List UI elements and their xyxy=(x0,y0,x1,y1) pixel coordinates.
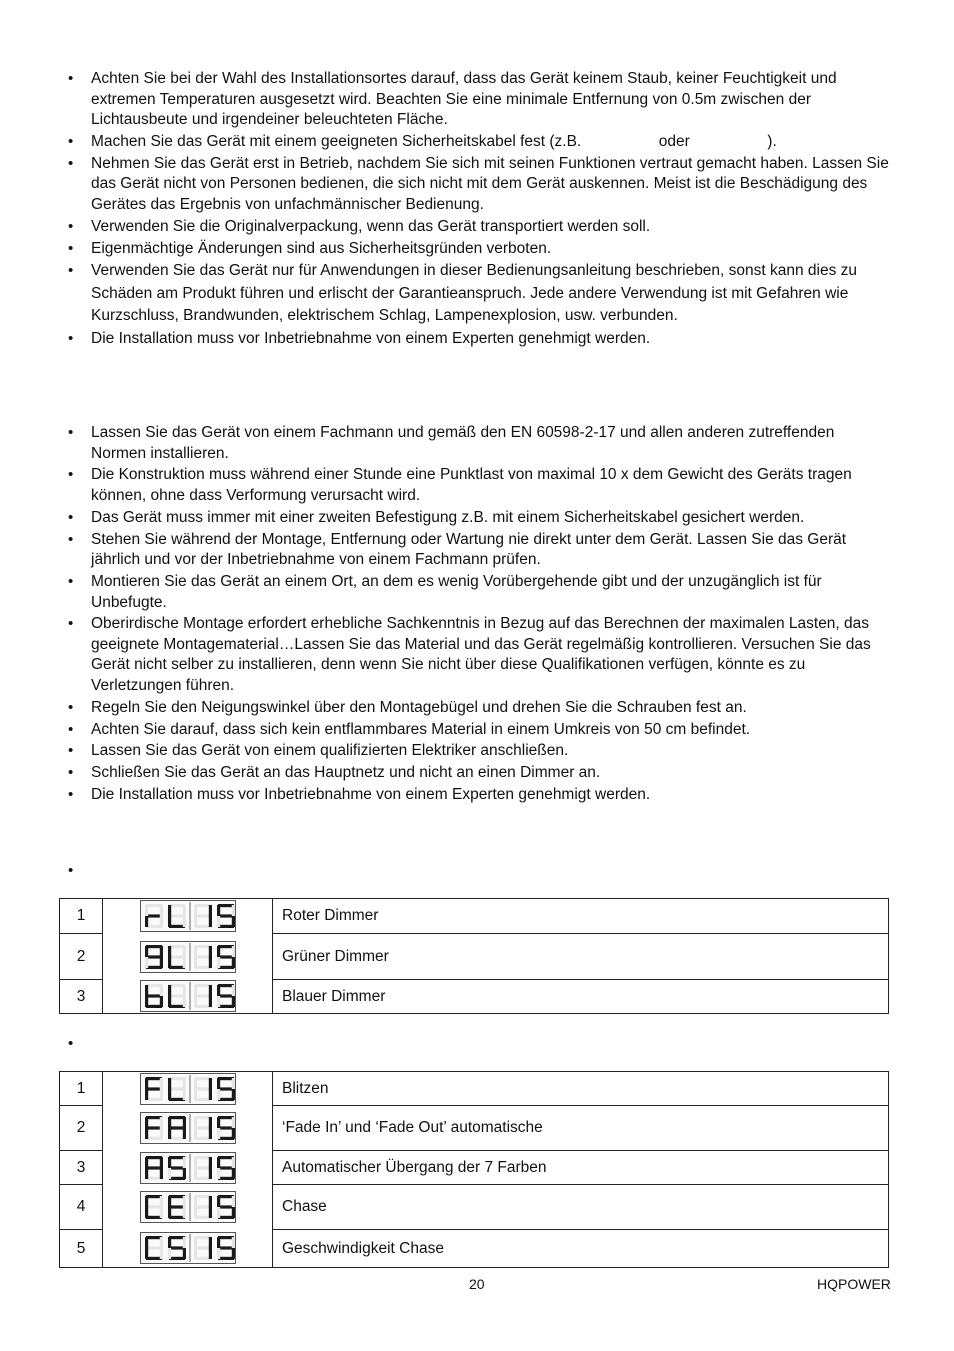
list-item: • Stehen Sie während der Montage, Entfernung oder Wartung nie direkt unter dem Gerät. Lassen Sie das Gerät jährlich und vor der Inbetriebnahme von einem Fachmann prüfen. xyxy=(0,530,954,571)
list-item: • Die Installation muss vor Inbetriebnahme von einem Experten genehmigt werden. xyxy=(0,785,954,806)
lcd-display-icon xyxy=(140,980,236,1012)
list-item: • Schließen Sie das Gerät an das Hauptnetz und nicht an einen Dimmer an. xyxy=(0,763,954,784)
list-item: • Achten Sie bei der Wahl des Installationsortes darauf, dass das Gerät keinem Staub, keiner Feuchtigkeit und extremen Temperaturen ausgesetzt wird. Beachten Sie eine minimale Entfernung von 0.5m zwischen der Lichtausbeute und irgendeiner beleuchteten Fläche. xyxy=(0,69,954,131)
list-item: • Achten Sie darauf, dass sich kein entflammbares Material in einem Umkreis von 50 cm befindet. xyxy=(0,720,954,741)
list-item: • Eigenmächtige Änderungen sind aus Sicherheitsgründen verboten. xyxy=(0,239,954,260)
page-number: 20 xyxy=(469,1276,485,1292)
table-row xyxy=(60,899,889,934)
list-item: • Montieren Sie das Gerät an einem Ort, an dem es wenig Vorübergehende gibt und der unzugänglich ist für Unbefugte. xyxy=(0,572,954,613)
lcd-display xyxy=(103,1106,273,1151)
table-row xyxy=(60,934,889,980)
lcd-display xyxy=(103,1151,273,1185)
row-number: 3 xyxy=(60,1151,103,1185)
row-description: Geschwindigkeit Chase xyxy=(273,1230,889,1268)
lcd-display-icon xyxy=(140,1073,236,1105)
list-item: • Das Gerät muss immer mit einer zweiten Befestigung z.B. mit einem Sicherheitskabel gesichert werden. xyxy=(0,508,954,529)
list-item: • Lassen Sie das Gerät von einem Fachmann und gemäß den EN 60598-2-17 und allen anderen zutreffenden Normen installieren. xyxy=(0,423,954,464)
lcd-display-icon xyxy=(140,941,236,973)
table-row xyxy=(60,1151,889,1185)
row-number: 5 xyxy=(60,1230,103,1268)
row-number: 2 xyxy=(60,934,103,980)
brand-name: HQPOWER xyxy=(817,1276,891,1292)
lcd-display-icon xyxy=(140,1191,236,1223)
table-row xyxy=(60,1072,889,1106)
program-table xyxy=(59,1071,889,1268)
row-description: Grüner Dimmer xyxy=(273,934,889,980)
lcd-display-icon xyxy=(140,1232,236,1264)
row-description: ‘Fade In’ und ‘Fade Out’ automatische xyxy=(273,1106,889,1151)
lcd-display xyxy=(103,1230,273,1268)
row-description: Automatischer Übergang der 7 Farben xyxy=(273,1151,889,1185)
lcd-display xyxy=(103,934,273,980)
list-item: • Die Konstruktion muss während einer Stunde eine Punktlast von maximal 10 x dem Gewicht des Geräts tragen können, ohne dass Verformung verursacht wird. xyxy=(0,465,954,506)
table-row xyxy=(60,1106,889,1151)
list-item: • Verwenden Sie das Gerät nur für Anwendungen in dieser Bedienungsanleitung beschrieben, sonst kann dies zu Schäden am Produkt führen und erlischt der Garantieanspruch. Jede andere Verwendung ist mit Gefahren wie Kurzschluss, Brandwunden, elektrischem Schlag, Lampenexplosion, usw. verbunden. xyxy=(0,260,954,328)
installation-list xyxy=(0,423,954,807)
row-description: Roter Dimmer xyxy=(273,899,889,934)
table-row xyxy=(60,1230,889,1268)
row-description: Blitzen xyxy=(273,1072,889,1106)
row-number: 4 xyxy=(60,1185,103,1230)
safety-list xyxy=(0,69,954,351)
table-row xyxy=(60,980,889,1014)
row-number: 1 xyxy=(60,899,103,934)
list-item: • Regeln Sie den Neigungswinkel über den Montagebügel und drehen Sie die Schrauben fest an. xyxy=(0,698,954,719)
lcd-display xyxy=(103,1072,273,1106)
bullet-marker: • xyxy=(68,862,74,879)
lcd-display xyxy=(103,1185,273,1230)
list-item: • Oberirdische Montage erfordert erhebliche Sachkenntnis in Bezug auf das Berechnen der maximalen Lasten, das geeignete Montagematerial…Lassen Sie das Material und das Gerät regelmäßig kontrollieren. Versuchen Sie das Gerät nicht selber zu installieren, denn wenn Sie nicht über diese Qualifikationen verfügen, könnte es zu Verletzungen führen. xyxy=(0,614,954,696)
row-number: 1 xyxy=(60,1072,103,1106)
row-number: 3 xyxy=(60,980,103,1014)
lcd-display-icon xyxy=(140,1152,236,1184)
row-description: Chase xyxy=(273,1185,889,1230)
list-item: • Lassen Sie das Gerät von einem qualifizierten Elektriker anschließen. xyxy=(0,741,954,762)
row-description: Blauer Dimmer xyxy=(273,980,889,1014)
lcd-display xyxy=(103,980,273,1014)
dimmer-table xyxy=(59,898,889,1014)
list-item: • Verwenden Sie die Originalverpackung, wenn das Gerät transportiert werden soll. xyxy=(0,217,954,238)
list-item: • Nehmen Sie das Gerät erst in Betrieb, nachdem Sie sich mit seinen Funktionen vertraut gemacht haben. Lassen Sie das Gerät nicht von Personen bedienen, die sich nicht mit dem Gerät auskennen. Meist ist die Beschädigung des Gerätes das Ergebnis von unfachmännischer Bedienung. xyxy=(0,154,954,216)
lcd-display-icon xyxy=(140,900,236,932)
list-item: • Die Installation muss vor Inbetriebnahme von einem Experten genehmigt werden. xyxy=(0,329,954,350)
table-row xyxy=(60,1185,889,1230)
list-item: • Machen Sie das Gerät mit einem geeigneten Sicherheitskabel fest (z.B. oder ). xyxy=(0,132,954,153)
bullet-marker: • xyxy=(68,1035,74,1052)
lcd-display xyxy=(103,899,273,934)
lcd-display-icon xyxy=(140,1112,236,1144)
row-number: 2 xyxy=(60,1106,103,1151)
